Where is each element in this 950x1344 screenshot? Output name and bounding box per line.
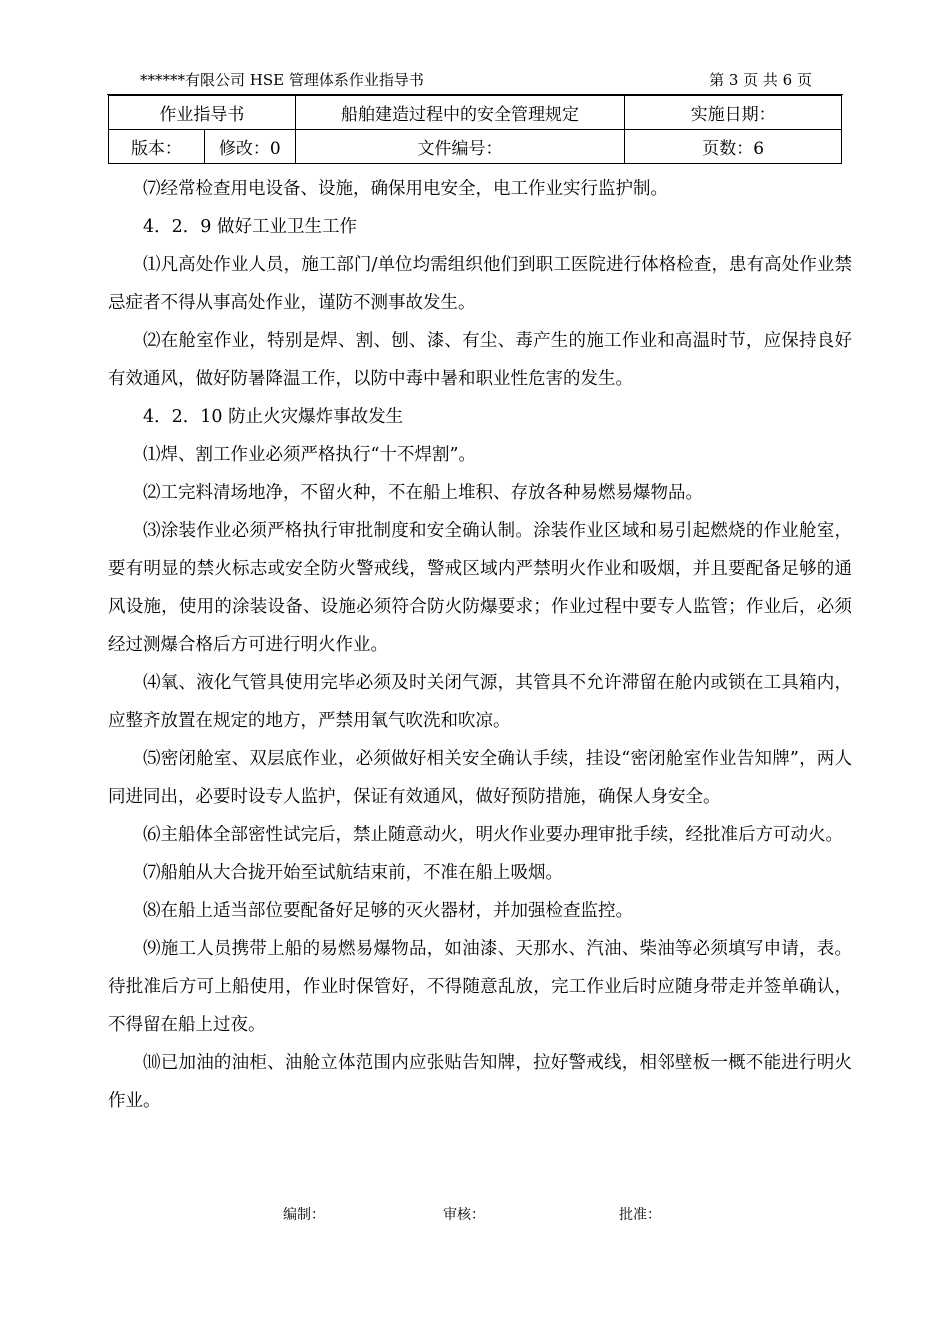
approved-label: 批准：: [619, 1207, 661, 1223]
paragraph: ⑽已加油的油柜、油舱立体范围内应张贴告知牌，拉好警戒线，相邻壁板一概不能进行明火作业。: [108, 1053, 852, 1111]
section-heading: 4．2．9 做好工业卫生工作: [143, 217, 357, 237]
header-company: ******有限公司 HSE 管理体系作业指导书: [140, 71, 424, 89]
revision-cell: 修改：0: [204, 130, 295, 164]
paragraph: ⑹主船体全部密性试完后，禁止随意动火，明火作业要办理审批手续，经批准后方可动火。: [143, 825, 843, 845]
paragraph: ⑼施工人员携带上船的易燃易爆物品，如油漆、天那水、汽油、柴油等必须填写申请，表。待批准后方可上船使用，作业时保管好，不得随意乱放，完工作业后时应随身带走并签单确认，不得留在船上过夜。: [108, 939, 852, 1035]
compiled-label: 编制：: [283, 1207, 325, 1223]
paragraph: ⑺经常检查用电设备、设施，确保用电安全，电工作业实行监护制。: [143, 179, 668, 199]
reviewed-label: 审核：: [443, 1207, 485, 1223]
paragraph: ⑻在船上适当部位要配备好足够的灭火器材，并加强检查监控。: [143, 901, 633, 921]
impl-date-cell: 实施日期：: [625, 96, 842, 130]
doc-type-cell: 作业指导书: [109, 96, 296, 130]
body-text: [108, 170, 852, 1120]
paragraph: ⑶涂装作业必须严格执行审批制度和安全确认制。涂装作业区域和易引起燃烧的作业舱室，要有明显的禁火标志或安全防火警戒线，警戒区域内严禁明火作业和吸烟，并且要配备足够的通风设施，使用的涂装设备、设施必须符合防火防爆要求；作业过程中要专人监管；作业后，必须经过测爆合格后方可进行明火作业。: [108, 521, 852, 655]
header-page-info: 第 3 页 共 6 页: [709, 71, 812, 89]
info-table: [108, 95, 842, 164]
section-heading: 4．2．10 防止火灾爆炸事故发生: [143, 407, 404, 427]
info-table-row: [109, 130, 842, 164]
paragraph: ⑴焊、割工作业必须严格执行“十不焊割”。: [143, 445, 476, 465]
paragraph: ⑵工完料清场地净，不留火种，不在船上堆积、存放各种易燃易爆物品。: [143, 483, 703, 503]
version-cell: 版本：: [109, 130, 205, 164]
paragraph: ⑷氧、液化气管具使用完毕必须及时关闭气源，其管具不允许滞留在舱内或锁在工具箱内，应整齐放置在规定的地方，严禁用氧气吹洗和吹凉。: [108, 673, 852, 731]
info-table-row: [109, 96, 842, 130]
paragraph: ⑸密闭舱室、双层底作业，必须做好相关安全确认手续，挂设“密闭舱室作业告知牌”，两人同进同出，必要时设专人监护，保证有效通风，做好预防措施，确保人身安全。: [108, 749, 852, 807]
paragraph: ⑵在舱室作业，特别是焊、割、刨、漆、有尘、毒产生的施工作业和高温时节，应保持良好有效通风，做好防暑降温工作，以防中毒中暑和职业性危害的发生。: [108, 331, 852, 389]
file-no-cell: 文件编号：: [295, 130, 625, 164]
paragraph: ⑺船舶从大合拢开始至试航结束前，不准在船上吸烟。: [143, 863, 563, 883]
pages-cell: 页数：6: [625, 130, 842, 164]
doc-title-cell: 船舶建造过程中的安全管理规定: [295, 96, 625, 130]
paragraph: ⑴凡高处作业人员，施工部门/单位均需组织他们到职工医院进行体格检查，患有高处作业禁忌症者不得从事高处作业，谨防不测事故发生。: [108, 255, 852, 313]
